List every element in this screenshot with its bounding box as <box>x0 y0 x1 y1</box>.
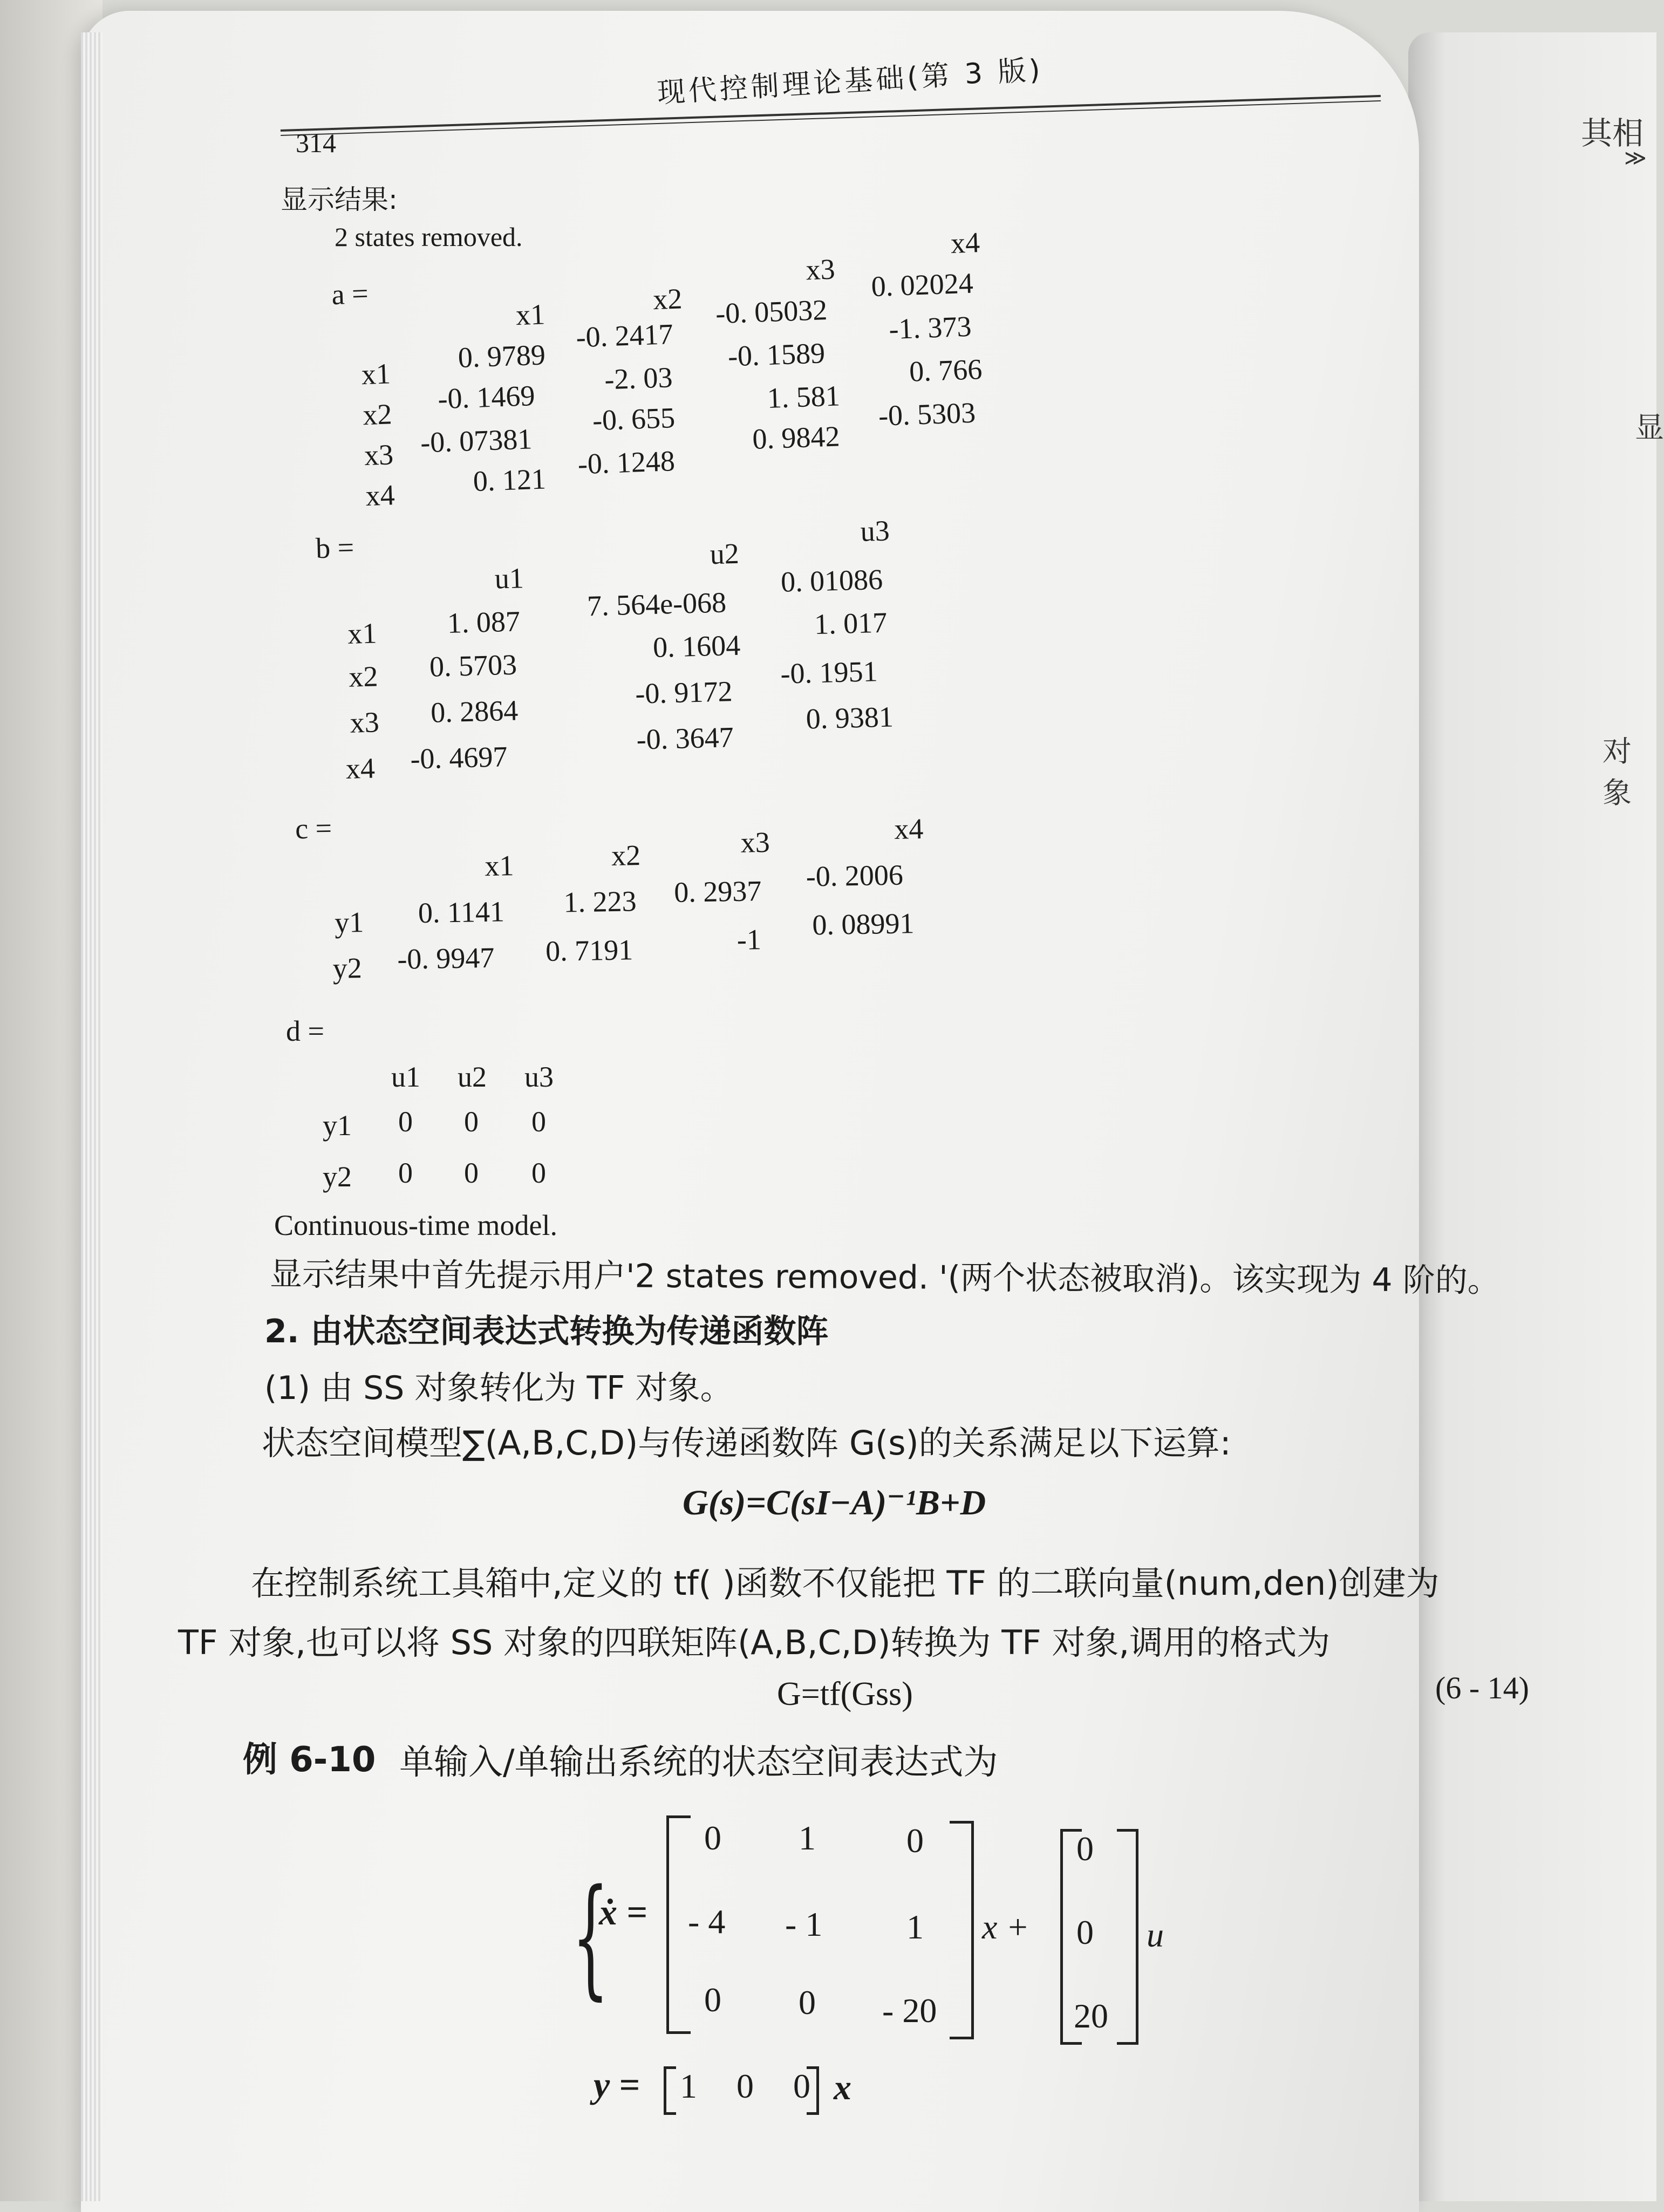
matrix-cell: -0. 3647 <box>636 721 734 756</box>
matrix-cell: 0. 2864 <box>430 694 519 729</box>
matrix-cell: 0. 1141 <box>418 895 505 930</box>
matrix-cell: 1. 087 <box>447 605 521 639</box>
tf-paragraph-line-1: 在控制系统工具箱中,定义的 tf( )函数不仅能把 TF 的二联向量(num,den)创建为 <box>251 1564 1440 1603</box>
sub-heading: (1) 由 SS 对象转化为 TF 对象。 <box>264 1369 733 1407</box>
matrix-cell: -0. 2006 <box>806 858 904 893</box>
example-text: 单输入/单输出系统的状态空间表达式为 <box>399 1743 998 1783</box>
column-header: u1 <box>391 1061 420 1093</box>
column-header: x1 <box>484 849 514 883</box>
c-cell: 0 <box>793 2067 810 2105</box>
a-cell: 1 <box>906 1908 924 1946</box>
column-header: x2 <box>652 282 683 316</box>
continuous-model-text: Continuous-time model. <box>274 1209 557 1241</box>
facing-page-fragment: ≫ <box>1624 146 1647 170</box>
row-label: y1 <box>323 1109 352 1142</box>
row-label: x1 <box>347 617 378 650</box>
matrix-bracket-left <box>666 1815 691 2034</box>
relation-paragraph: 状态空间模型∑(A,B,C,D)与传递函数阵 G(s)的关系满足以下运算: <box>262 1423 1231 1463</box>
column-header: u2 <box>458 1061 487 1093</box>
a-cell: - 4 <box>688 1902 726 1941</box>
page-number: 314 <box>296 128 336 158</box>
matrix-cell: 0 <box>398 1157 413 1189</box>
matrix-cell: 0. 7191 <box>545 933 633 968</box>
b-cell: 0 <box>1076 1829 1094 1868</box>
a-cell: 0 <box>704 1819 721 1857</box>
matrix-cell: 0 <box>531 1105 546 1138</box>
row-label: x4 <box>345 752 376 785</box>
row-label: x1 <box>360 357 391 391</box>
matrix-cell: -0. 5303 <box>878 396 977 432</box>
matrix-cell: 0 <box>464 1157 479 1189</box>
row-label: x2 <box>348 660 379 693</box>
column-header: x3 <box>740 825 770 859</box>
vector-bracket-right <box>1117 1829 1138 2045</box>
column-header: x1 <box>515 298 546 332</box>
matrix-cell: 0 <box>398 1105 413 1138</box>
a-cell: 0 <box>704 1981 721 2019</box>
transfer-formula: G(s)=C(sI−A)⁻¹B+D <box>683 1483 986 1523</box>
matrix-cell: 7. 564e-068 <box>587 586 727 623</box>
row-label: x2 <box>362 398 393 432</box>
display-label: 显示结果: <box>281 184 398 215</box>
a-cell: 1 <box>799 1819 816 1857</box>
facing-page <box>1408 32 1664 2201</box>
matrix-cell: 1. 581 <box>766 379 841 415</box>
row-label: x4 <box>365 479 395 513</box>
row-label: y1 <box>334 906 364 939</box>
matrix-cell: 0. 02024 <box>870 267 974 303</box>
equation-number: (6 - 14) <box>1435 1670 1529 1705</box>
tf-paragraph-line-2: TF 对象,也可以将 SS 对象的四联矩阵(A,B,C,D)转换为 TF 对象,调用的格式为 <box>178 1623 1331 1662</box>
matrix-cell: -0. 2417 <box>575 318 674 354</box>
matrix-label: a = <box>331 277 369 311</box>
xdot-label: ẋ = <box>599 1892 647 1933</box>
matrix-cell: -0. 1469 <box>437 379 536 415</box>
u-symbol: u <box>1147 1916 1164 1954</box>
matrix-bracket-right <box>950 1821 974 2039</box>
matrix-cell: -0. 4697 <box>410 740 508 775</box>
matrix-cell: -1 <box>736 923 762 956</box>
column-header: u3 <box>860 514 890 548</box>
matrix-cell: 0. 9789 <box>457 338 546 374</box>
matrix-cell: 0. 2937 <box>673 875 762 909</box>
c-bracket-right <box>807 2066 819 2115</box>
matrix-cell: 0. 1604 <box>652 629 741 664</box>
x-plus: x + <box>982 1908 1029 1946</box>
x-tail: x <box>834 2068 851 2107</box>
facing-page-fragment: 对象 <box>1602 734 1632 810</box>
facing-page-fragment: 显 <box>1635 411 1664 445</box>
matrix-cell: 0. 766 <box>909 353 983 388</box>
c-cell: 0 <box>736 2067 754 2105</box>
matrix-cell: -0. 1951 <box>780 655 878 690</box>
matrix-cell: -0. 655 <box>592 401 676 437</box>
matrix-cell: 1. 223 <box>563 885 637 919</box>
b-cell: 20 <box>1074 1997 1108 2035</box>
y-label: y = <box>594 2064 640 2105</box>
column-header: u1 <box>494 562 524 595</box>
a-cell: - 20 <box>882 1991 937 2030</box>
example-label: 例 6-10 <box>243 1740 376 1780</box>
row-label: x3 <box>349 706 380 739</box>
page-edges <box>81 32 103 2201</box>
a-cell: 0 <box>799 1983 816 2022</box>
matrix-label: d = <box>286 1015 324 1047</box>
column-header: u3 <box>524 1061 554 1093</box>
row-label: y2 <box>332 952 363 985</box>
column-header: x2 <box>611 839 641 872</box>
row-label: x3 <box>364 438 394 472</box>
matrix-cell: 0. 5703 <box>429 648 517 683</box>
matrix-cell: -0. 07381 <box>420 422 533 459</box>
a-cell: - 1 <box>785 1905 823 1943</box>
matrix-cell: 0. 9381 <box>805 700 894 735</box>
column-header: x4 <box>894 812 924 845</box>
left-brace: { <box>572 1861 609 2012</box>
states-removed-text: 2 states removed. <box>335 222 523 252</box>
column-header: u2 <box>709 537 740 571</box>
row-label: y2 <box>323 1160 352 1193</box>
call-format-formula: G=tf(Gss) <box>777 1676 913 1712</box>
matrix-cell: 0. 08991 <box>811 907 915 941</box>
c-bracket-left <box>664 2066 676 2115</box>
matrix-cell: 0. 9842 <box>752 420 841 456</box>
matrix-cell: -0. 9172 <box>635 675 733 710</box>
column-header: x4 <box>950 226 981 260</box>
matrix-cell: 0 <box>531 1157 546 1189</box>
a-cell: 0 <box>906 1821 924 1860</box>
matrix-cell: 0. 01086 <box>780 563 883 598</box>
matrix-cell: -2. 03 <box>604 361 673 396</box>
c-cell: 1 <box>680 2067 697 2105</box>
result-paragraph: 显示结果中首先提示用户'2 states removed. '(两个状态被取消)。该实现为 4 阶的。 <box>269 1255 1500 1300</box>
section-heading: 2. 由状态空间表达式转换为传递函数阵 <box>264 1313 829 1350</box>
matrix-cell: -0. 9947 <box>397 941 495 975</box>
matrix-cell: 0 <box>464 1105 479 1138</box>
matrix-cell: 0. 121 <box>472 462 547 498</box>
matrix-label: c = <box>295 812 332 845</box>
running-header: 现代控制理论基础(第 3 版) <box>656 53 1045 110</box>
facing-page-fragment: 其相 <box>1581 115 1644 152</box>
matrix-cell: -0. 1248 <box>577 445 676 481</box>
matrix-label: b = <box>315 531 354 565</box>
b-cell: 0 <box>1076 1913 1094 1951</box>
matrix-cell: -0. 1589 <box>727 337 826 373</box>
column-header: x3 <box>805 252 836 286</box>
matrix-cell: 1. 017 <box>814 606 888 641</box>
matrix-cell: -1. 373 <box>888 310 972 346</box>
matrix-cell: -0. 05032 <box>715 293 828 330</box>
